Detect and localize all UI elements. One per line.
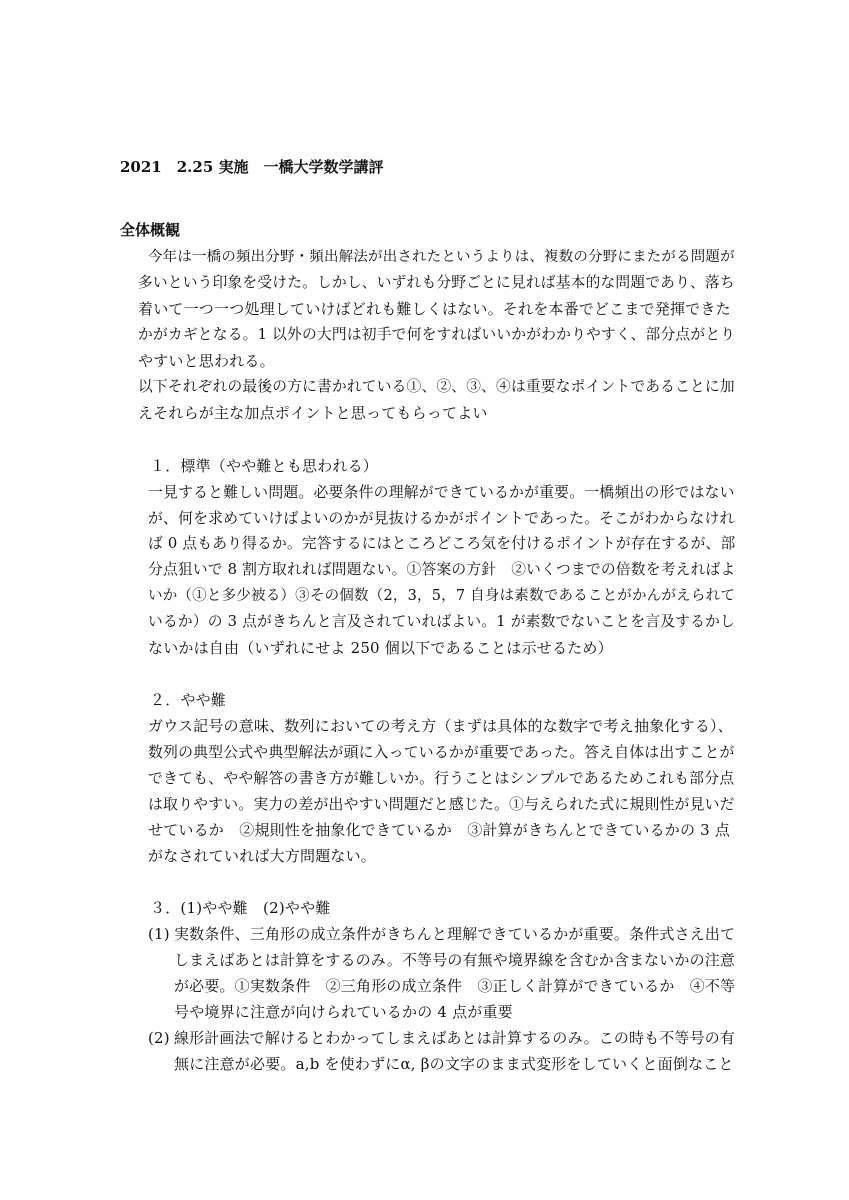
q2-line: ガウス記号の意味、数列においての考え方（まずは具体的な数字で考え抽象化する）、 [148, 717, 733, 735]
overview-line: 今年は一橋の頻出分野・頻出解法が出されたというよりは、複数の分野にまたがる問題が [148, 249, 735, 265]
q3-part1-label: (1) [148, 925, 170, 943]
q2-heading: ２．やや難 [150, 691, 227, 709]
overview-line: やすいと思われる。 [138, 352, 275, 370]
q3-part2-line: 線形計画法で解けるとわかってしまえばあとは計算するのみ。この時も不等号の有 [174, 1029, 735, 1047]
q3-part2-line: 無に注意が必要。a,b を使わずにα, βの文字のまま式変形をしていくと面倒なこと [174, 1055, 734, 1073]
q1-line: いるか）の 3 点がきちんと言及されていればよい。1 が素数でないことを言及するかし [148, 613, 735, 630]
q3-part1-line: が必要。①実数条件 ②三角形の成立条件 ③正しく計算ができているか ④不等 [174, 977, 736, 995]
overview-line: 着いて一つ一つ処理していけばどれも難しくはない。それを本番でどこまで発揮できた [138, 300, 731, 318]
q1-heading: １．標準（やや難とも思われる） [150, 457, 379, 475]
q1-line: いか（①と多少被る）③その個数（2，3，5，7 自身は素数であることがかんがえられて [148, 588, 736, 604]
q1-line: 分点狙いで 8 割方取れれば問題ない。①答案の方針 ②いくつまでの倍数を考えればよ [148, 561, 736, 578]
q3-part1-line: 号や境界に注意が向けられているかの 4 点が重要 [174, 1003, 513, 1021]
q2-line: は取りやすい。実力の差が出やすい問題だと感じた。①与えられた式に規則性が見いだ [148, 795, 735, 813]
q1-line: ば 0 点もあり得るか。完答するにはところどころ気を付けるポイントが存在するが、部 [148, 535, 736, 552]
overview-heading: 全体概観 [120, 221, 181, 239]
document-title: 2021 2.25 実施 一橋大学数学講評 [120, 158, 384, 176]
overview-line: かがカギとなる。1 以外の大門は初手で何をすればいいかがわかりやすく、部分点がとり [138, 326, 736, 343]
overview-line: 多いという印象を受けた。しかし、いずれも分野ごとに見れば基本的な問題であり、落ち [138, 274, 735, 291]
q2-line: がなされていれば大方問題ない。 [148, 847, 377, 865]
q2-line: できても、やや解答の書き方が難しいか。行うことはシンプルであるためこれも部分点 [148, 769, 735, 787]
overview-line: 以下それぞれの最後の方に書かれている①、②、③、④は重要なポイントであることに加 [138, 378, 735, 395]
q2-line: せているか ②規則性を抽象化できているか ③計算がきちんとできているかの 3 点 [148, 821, 731, 839]
q1-line: 一見すると難しい問題。必要条件の理解ができているかが重要。一橋頻出の形ではない [148, 483, 735, 501]
overview-line: えそれらが主な加点ポイントと思ってもらってよい [138, 404, 488, 422]
q2-line: 数列の典型公式や典型解法が頭に入っているかが重要であった。答え自体は出すことが [148, 743, 735, 761]
q1-line: ないかは自由（いずれにせよ 250 個以下であることは示せるため） [148, 639, 613, 657]
q1-line: が、何を求めていけばよいのかが見抜けるかがポイントであった。そこがわからなけれ [148, 509, 735, 527]
q3-heading: ３．(1)やや難 (2)やや難 [150, 899, 331, 917]
q3-part1-line: しまえばあとは計算をするのみ。不等号の有無や境界線を含むか含まないかの注意 [174, 951, 735, 969]
q3-part2-label: (2) [148, 1029, 170, 1047]
q3-part1-line: 実数条件、三角形の成立条件がきちんと理解できているかが重要。条件式さえ出て [174, 925, 736, 943]
